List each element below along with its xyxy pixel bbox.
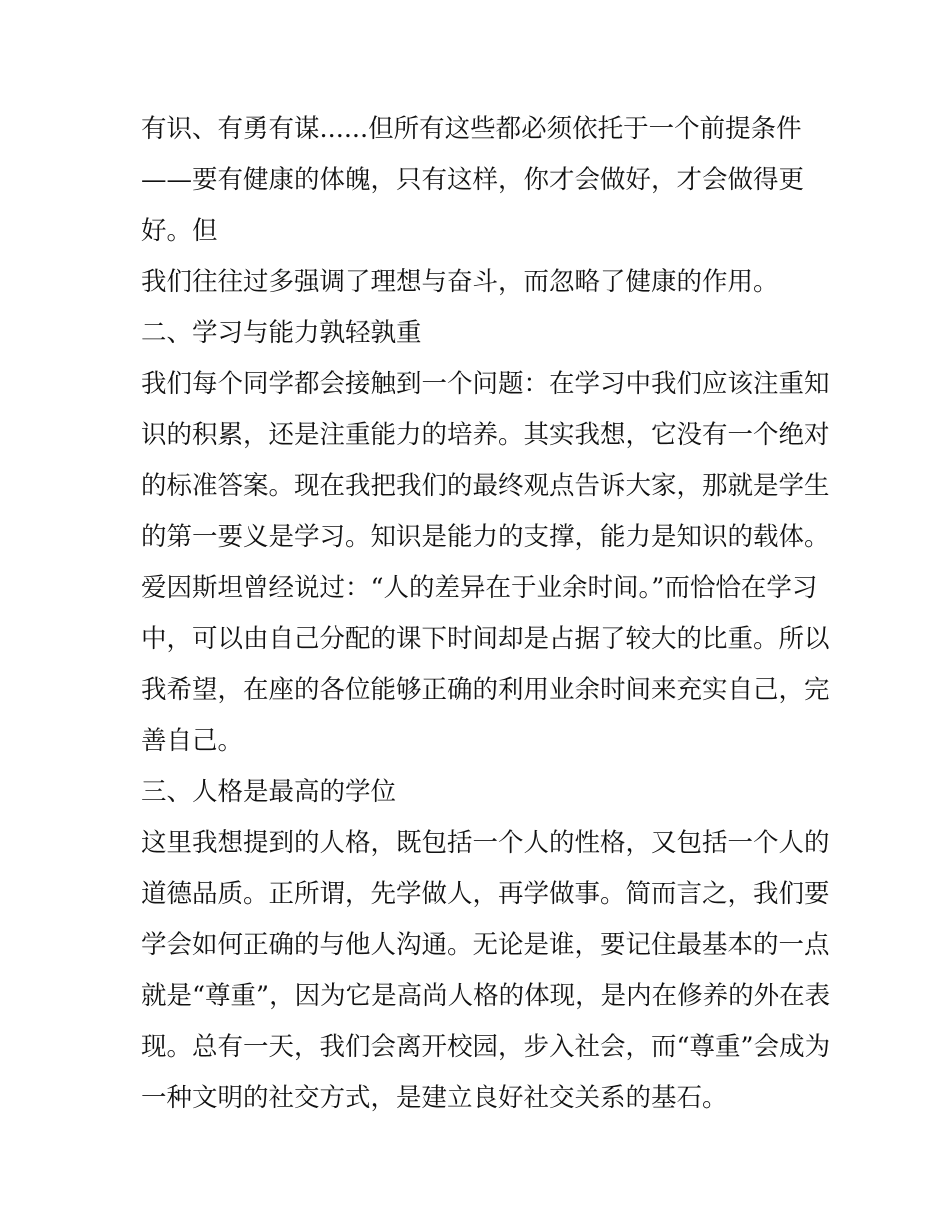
text-line: 善自己。 [141, 726, 244, 756]
section-heading: 三、人格是最高的学位 [141, 777, 397, 807]
text-line: 一种文明的社交方式，是建立良好社交关系的基石。 [141, 1083, 728, 1113]
text-line: 现。总有一天，我们会离开校园，步入社会，而“尊重”会成为 [141, 1032, 831, 1062]
text-line: 学会如何正确的与他人沟通。无论是谁，要记住最基本的一点 [141, 930, 830, 960]
text-line: 我们每个同学都会接触到一个问题：在学习中我们应该注重知 [141, 369, 830, 399]
text-line: 我们往往过多强调了理想与奋斗，而忽略了健康的作用。 [141, 267, 779, 297]
text-line: 识的积累，还是注重能力的培养。其实我想，它没有一个绝对 [141, 420, 830, 450]
text-line: 我希望，在座的各位能够正确的利用业余时间来充实自己，完 [141, 675, 830, 705]
document-body [141, 104, 831, 1124]
text-line: 好。但 [141, 216, 218, 246]
text-line: 有识、有勇有谋......但所有这些都必须依托于一个前提条件 [141, 114, 802, 144]
text-line: ——要有健康的体魄，只有这样，你才会做好，才会做得更 [141, 165, 805, 195]
text-line: 的标准答案。现在我把我们的最终观点告诉大家，那就是学生 [141, 471, 830, 501]
section-heading: 二、学习与能力孰轻孰重 [141, 318, 422, 348]
text-line: 中，可以由自己分配的课下时间却是占据了较大的比重。所以 [141, 624, 830, 654]
text-line: 的第一要义是学习。知识是能力的支撑，能力是知识的载体。 [141, 522, 830, 552]
text-line: 就是“尊重”，因为它是高尚人格的体现，是内在修养的外在表 [141, 981, 831, 1011]
text-line: 这里我想提到的人格，既包括一个人的性格，又包括一个人的 [141, 828, 830, 858]
text-line: 道德品质。正所谓，先学做人，再学做事。简而言之，我们要 [141, 879, 830, 909]
text-line: 爱因斯坦曾经说过：“人的差异在于业余时间。”而恰恰在学习 [141, 573, 818, 603]
